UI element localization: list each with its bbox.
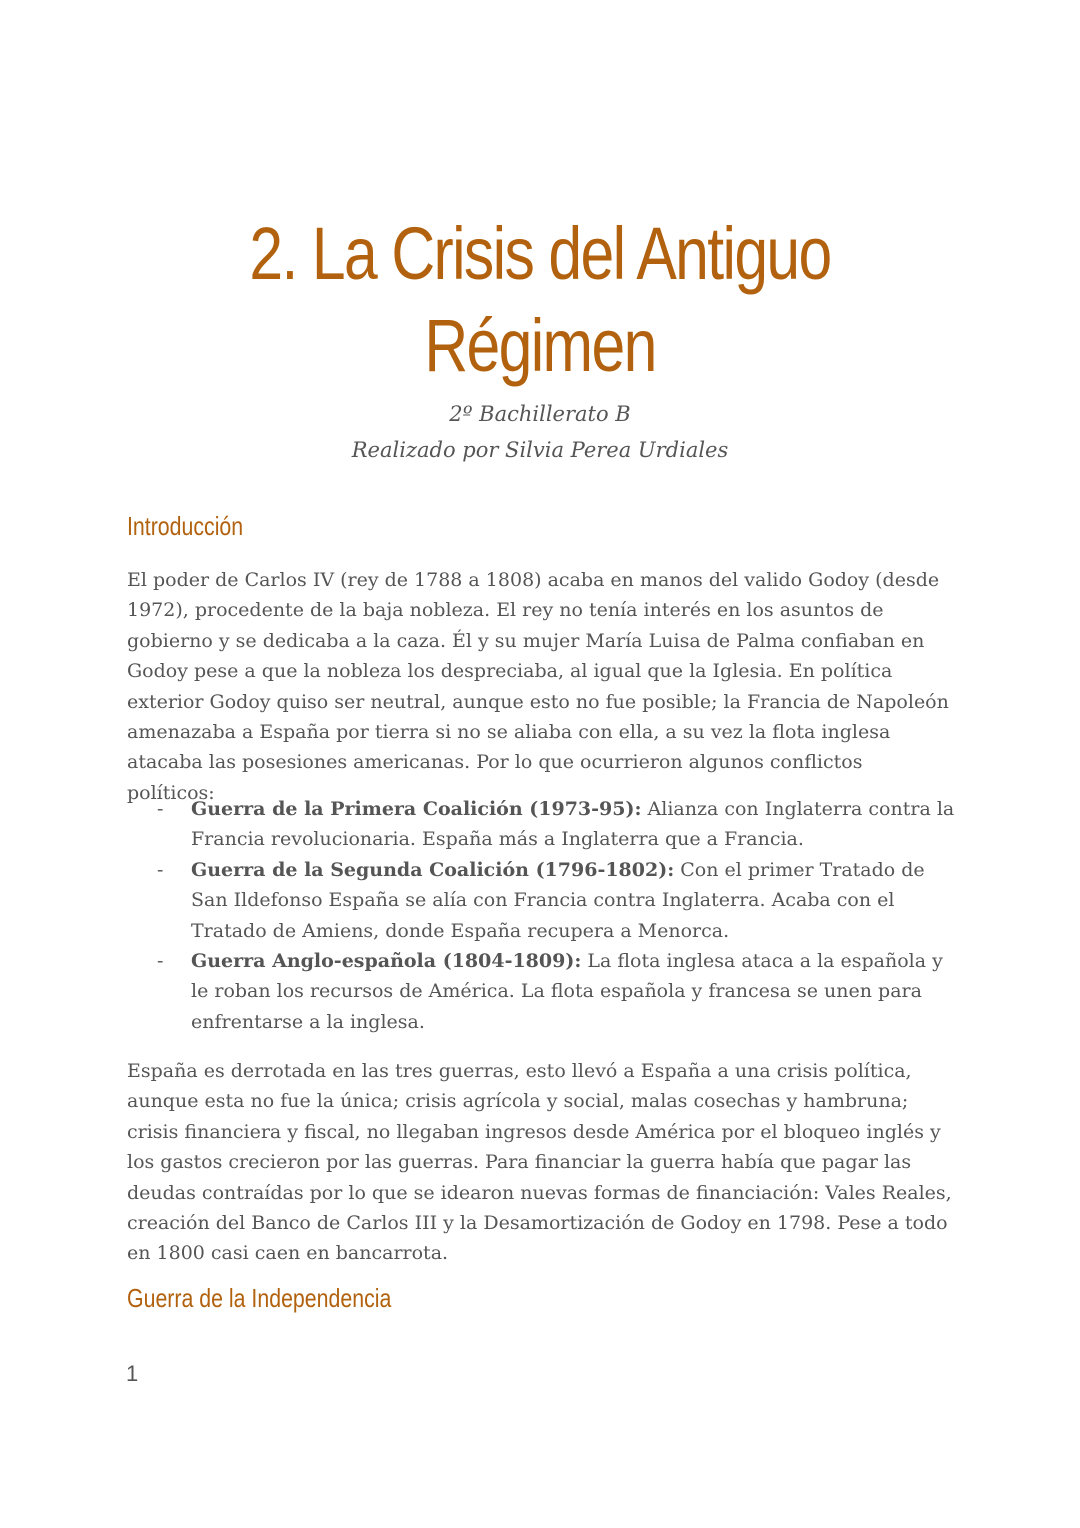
list-item [127,855,957,946]
list-item-title: Guerra de la Primera Coalición (1973-95): [191,798,642,820]
document-title [97,208,983,392]
subtitle-course: 2º Bachillerato B [449,402,631,426]
intro-paragraph: El poder de Carlos IV (rey de 1788 a 1808) acaba en manos del valido Godoy (desde 1972), procedente de la baja nobleza. El rey no tenía interés en los asuntos de gobierno y se dedicaba a la caza. Él y su mujer María Luisa de Palma confiaban en Godoy pese a que la nobleza los despreciaba, al igual que la Iglesia. En política exterior Godoy quiso ser neutral, aunque esto no fue posible; la Francia de Napoleón amenazaba a España por tierra si no se aliaba con ella, a su vez la flota inglesa atacaba las posesiones americanas. Por lo que ocurrieron algunos conflictos políticos: [127,569,949,804]
title-line-2: Régimen [424,304,656,387]
document-subtitle [0,396,1080,468]
list-item-text: Con el primer Tratado de San Ildefonso España se alía con Francia contra Inglaterra. Acaba con el Tratado de Amiens, donde España recupera a Menorca. [191,858,925,942]
conflicts-list [127,794,957,1037]
list-item-text: Alianza con Inglaterra contra la Francia revolucionaria. España más a Inglaterra que a Francia. [191,798,955,851]
title-line-1: 2. La Crisis del Antiguo [249,212,831,295]
section-heading-introduccion: Introducción [127,511,244,541]
list-item [127,794,957,855]
section-heading-guerra-independencia: Guerra de la Independencia [127,1283,392,1313]
subtitle-author: Realizado por Silvia Perea Urdiales [351,438,729,462]
list-bullet: - [157,858,164,881]
list-item-title: Guerra Anglo-española (1804-1809): [191,950,582,973]
list-bullet: - [157,950,164,973]
page-number: 1 [126,1361,139,1386]
crisis-paragraph: España es derrotada en las tres guerras, esto llevó a España a una crisis política, aunque esta no fue la única; crisis agrícola y social, malas cosechas y hambruna; crisis financiera y fiscal, no llegaban ingresos desde América por el bloqueo inglés y los gastos crecieron por las guerras. Para financiar la guerra había que pagar las deudas contraídas por lo que se idearon nuevas formas de financiación: Vales Reales, creación del Banco de Carlos III y la Desamortización de Godoy en 1798. Pese a todo en 1800 casi caen en bancarrota. [127,1060,952,1265]
list-item-title: Guerra de la Segunda Coalición (1796-1802): [191,858,675,881]
list-item [127,946,957,1037]
list-item-text: La flota inglesa ataca a la española y le roban los recursos de América. La flota española y francesa se unen para enfrentarse a la inglesa. [191,950,943,1033]
list-bullet: - [157,798,164,820]
